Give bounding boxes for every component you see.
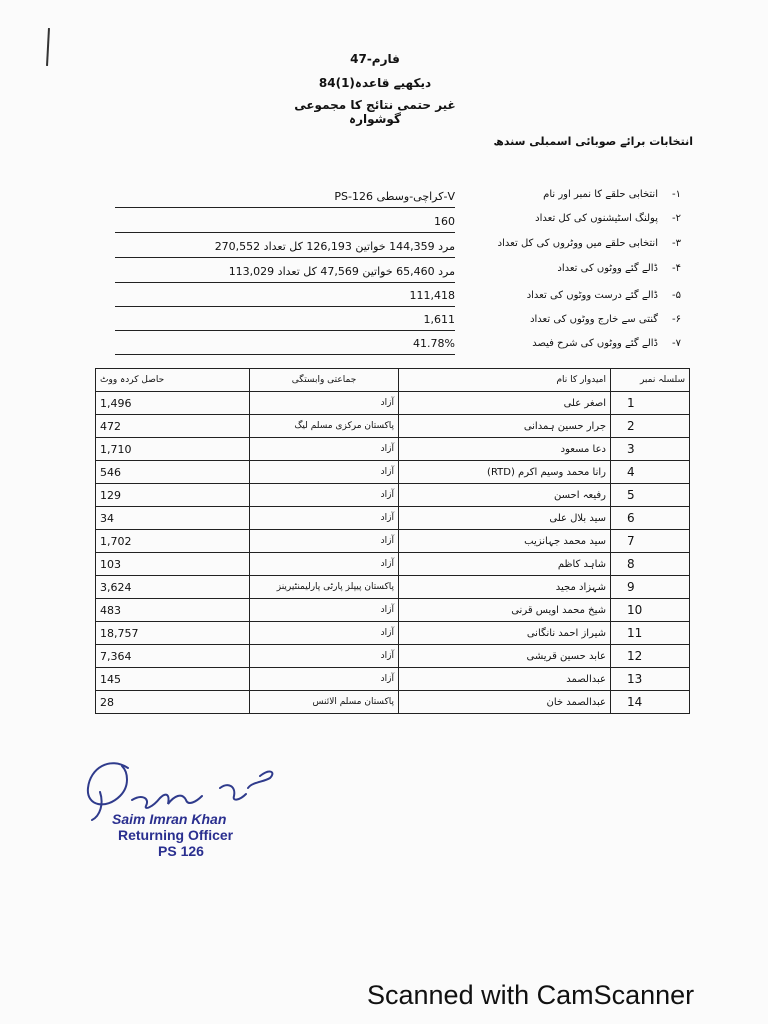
table-row xyxy=(96,484,690,507)
field-value: مرد 144,359 خواتین 126,193 کل تعداد 270,552 xyxy=(214,240,455,253)
header-name: امیدوار کا نام xyxy=(399,369,611,392)
party-cell: آزاد xyxy=(250,530,399,553)
serial-cell: 5 xyxy=(611,484,690,507)
serial-cell: 7 xyxy=(611,530,690,553)
serial-cell: 8 xyxy=(611,553,690,576)
field-underline xyxy=(115,306,455,307)
candidate-name-cell: شاہد کاظم xyxy=(399,553,611,576)
table-header-row xyxy=(96,369,690,392)
party-cell: پاکستان مرکزی مسلم لیگ xyxy=(250,415,399,438)
votes-cell: 145 xyxy=(96,668,250,691)
field-value: مرد 65,460 خواتین 47,569 کل تعداد 113,029 xyxy=(228,265,455,278)
candidate-name-cell: عبدالصمد xyxy=(399,668,611,691)
candidate-name-cell: رانا محمد وسیم اکرم (RTD) xyxy=(399,461,611,484)
serial-cell: 6 xyxy=(611,507,690,530)
field-value: 111,418 xyxy=(409,289,455,302)
form-number: فارم-47 xyxy=(350,52,400,66)
binder-mark xyxy=(46,28,50,66)
table-row xyxy=(96,438,690,461)
candidate-name-cell: جرار حسین ہمدانی xyxy=(399,415,611,438)
serial-cell: 1 xyxy=(611,392,690,415)
stamp-name: Saim Imran Khan xyxy=(112,811,227,827)
votes-cell: 1,496 xyxy=(96,392,250,415)
field-number: -۳ xyxy=(672,238,681,249)
party-cell: آزاد xyxy=(250,461,399,484)
table-row xyxy=(96,622,690,645)
field-label: پولنگ اسٹیشنوں کی کل تعداد xyxy=(535,213,658,224)
party-cell: آزاد xyxy=(250,645,399,668)
field-value: 160 xyxy=(434,215,455,228)
serial-cell: 4 xyxy=(611,461,690,484)
table-row xyxy=(96,691,690,714)
table-row xyxy=(96,507,690,530)
candidate-name-cell: دعا مسعود xyxy=(399,438,611,461)
votes-cell: 7,364 xyxy=(96,645,250,668)
field-number: -۶ xyxy=(672,314,681,325)
field-underline xyxy=(115,257,455,258)
serial-cell: 9 xyxy=(611,576,690,599)
rule-reference: دیکھیے قاعدہ(1)84 xyxy=(318,76,432,90)
field-label: انتخابی حلقے میں ووٹروں کی کل تعداد xyxy=(497,238,658,249)
votes-cell: 18,757 xyxy=(96,622,250,645)
candidate-name-cell: اصغر علی xyxy=(399,392,611,415)
table-row xyxy=(96,392,690,415)
candidate-name-cell: رفیعہ احسن xyxy=(399,484,611,507)
stamp-constituency: PS 126 xyxy=(158,843,204,859)
field-number: -۱ xyxy=(672,189,681,200)
stamp-title: Returning Officer xyxy=(118,827,234,843)
field-underline xyxy=(115,354,455,355)
table-row xyxy=(96,461,690,484)
party-cell: آزاد xyxy=(250,668,399,691)
party-cell: آزاد xyxy=(250,553,399,576)
candidate-name-cell: شیراز احمد نانگانی xyxy=(399,622,611,645)
field-label: ڈالے گئے ووٹوں کی شرح فیصد xyxy=(532,338,658,349)
field-number: -۴ xyxy=(672,263,681,274)
field-value: 1,611 xyxy=(423,313,455,326)
votes-cell: 546 xyxy=(96,461,250,484)
field-underline xyxy=(115,330,455,331)
votes-cell: 3,624 xyxy=(96,576,250,599)
field-label: ڈالے گئے درست ووٹوں کی تعداد xyxy=(526,290,658,301)
serial-cell: 11 xyxy=(611,622,690,645)
table-row xyxy=(96,668,690,691)
candidate-name-cell: عابد حسین قریشی xyxy=(399,645,611,668)
field-number: -۲ xyxy=(672,213,681,224)
header-serial: سلسلہ نمبر xyxy=(611,369,690,392)
party-cell: آزاد xyxy=(250,484,399,507)
party-cell: پاکستان مسلم الائنس xyxy=(250,691,399,714)
field-underline xyxy=(115,282,455,283)
serial-cell: 10 xyxy=(611,599,690,622)
party-cell: پاکستان پیپلز پارٹی پارلیمنٹیرینز xyxy=(250,576,399,599)
header-party: جماعتی وابستگی xyxy=(250,369,399,392)
party-cell: آزاد xyxy=(250,392,399,415)
header-votes: حاصل کردہ ووٹ xyxy=(96,369,250,392)
table-row xyxy=(96,553,690,576)
table-body xyxy=(96,392,690,714)
party-cell: آزاد xyxy=(250,599,399,622)
votes-cell: 472 xyxy=(96,415,250,438)
table-row xyxy=(96,576,690,599)
votes-cell: 1,710 xyxy=(96,438,250,461)
form-title: غیر حتمی نتائج کا مجموعی گوشوارہ xyxy=(294,98,456,126)
serial-cell: 2 xyxy=(611,415,690,438)
candidate-name-cell: سید بلال علی xyxy=(399,507,611,530)
field-value: 41.78% xyxy=(413,337,455,350)
field-number: -۷ xyxy=(672,338,681,349)
serial-cell: 14 xyxy=(611,691,690,714)
table-row xyxy=(96,645,690,668)
field-underline xyxy=(115,207,455,208)
votes-cell: 28 xyxy=(96,691,250,714)
candidate-name-cell: سید محمد جہانزیب xyxy=(399,530,611,553)
table-row xyxy=(96,415,690,438)
serial-cell: 12 xyxy=(611,645,690,668)
votes-cell: 103 xyxy=(96,553,250,576)
party-cell: آزاد xyxy=(250,622,399,645)
results-table xyxy=(95,368,690,714)
candidate-name-cell: شہزاد مجید xyxy=(399,576,611,599)
field-label: ڈالے گئے ووٹوں کی تعداد xyxy=(557,263,658,274)
candidate-name-cell: عبدالصمد خان xyxy=(399,691,611,714)
field-underline xyxy=(115,232,455,233)
serial-cell: 13 xyxy=(611,668,690,691)
votes-cell: 34 xyxy=(96,507,250,530)
camscanner-watermark: Scanned with CamScanner xyxy=(367,980,695,1010)
candidate-name-cell: شیخ محمد اویس قرنی xyxy=(399,599,611,622)
party-cell: آزاد xyxy=(250,507,399,530)
field-label: انتخابی حلقے کا نمبر اور نام xyxy=(543,189,658,200)
votes-cell: 483 xyxy=(96,599,250,622)
election-label: انتخابات برائے صوبائی اسمبلی سندھ xyxy=(493,135,693,148)
field-value: PS-126 کراچی-وسطی-V xyxy=(334,190,455,203)
table-row xyxy=(96,530,690,553)
serial-cell: 3 xyxy=(611,438,690,461)
table-row xyxy=(96,599,690,622)
party-cell: آزاد xyxy=(250,438,399,461)
field-number: -۵ xyxy=(672,290,681,301)
votes-cell: 1,702 xyxy=(96,530,250,553)
field-label: گنتی سے خارج ووٹوں کی تعداد xyxy=(530,314,658,325)
votes-cell: 129 xyxy=(96,484,250,507)
